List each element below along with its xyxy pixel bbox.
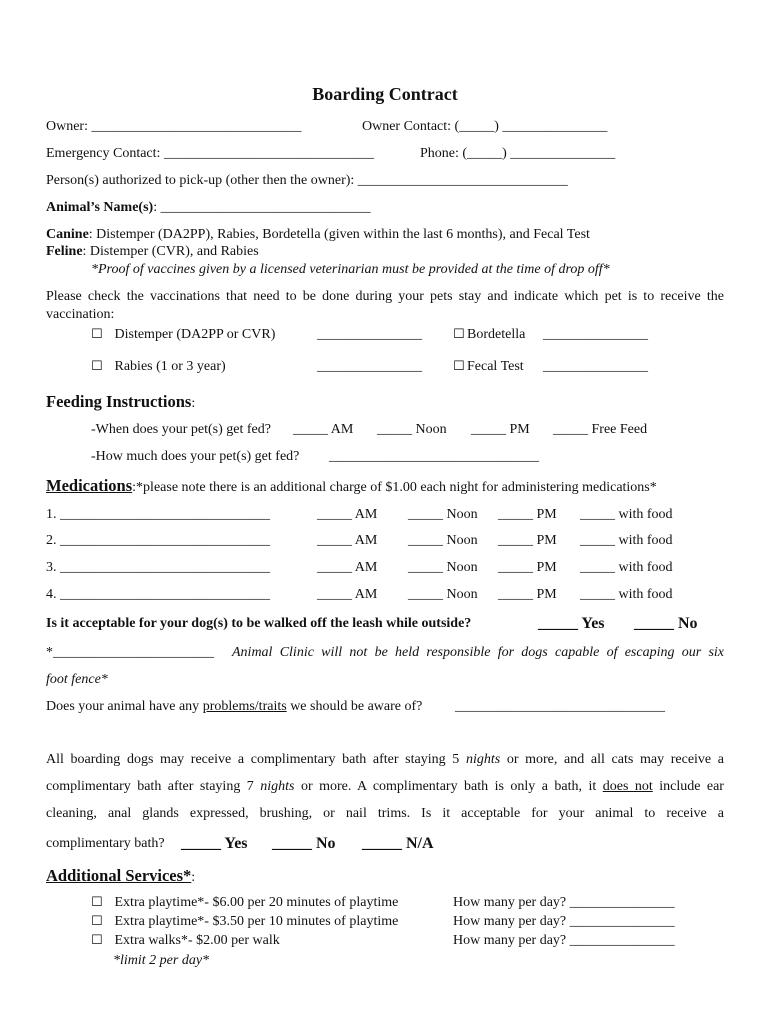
feline-requirements bbox=[46, 244, 259, 261]
feeding-heading bbox=[46, 392, 195, 413]
animal-name-blank[interactable]: ______________________________ bbox=[160, 200, 371, 215]
bath-na-option[interactable]: _____ N/A bbox=[362, 835, 434, 852]
owner-contact-area-blank[interactable]: _____ bbox=[459, 119, 495, 134]
owner-contact-blank[interactable]: _______________ bbox=[502, 119, 608, 134]
medication-noon-option[interactable]: _____ Noon bbox=[408, 587, 478, 602]
vaccine-option-fecal-test[interactable] bbox=[453, 359, 524, 376]
feeding-when-label: -When does your pet(s) get fed? bbox=[91, 422, 271, 437]
medication-noon-option[interactable]: _____ Noon bbox=[408, 560, 478, 575]
problems-blank[interactable]: ______________________________ bbox=[455, 699, 665, 714]
feeding-heading-text: Feeding Instructions bbox=[46, 392, 192, 411]
checkbox-icon[interactable]: ☐ bbox=[91, 914, 103, 929]
medication-noon-option[interactable]: _____ Noon bbox=[408, 533, 478, 548]
additional-service-item[interactable]: ☐ Extra playtime*- $3.50 per 10 minutes of playtime bbox=[91, 914, 399, 929]
phone-label: Phone: ( bbox=[420, 146, 468, 161]
fence-clinic-blank[interactable]: *_______________________ bbox=[46, 645, 214, 660]
phone-blank[interactable]: _______________ bbox=[510, 146, 616, 161]
vaccine-pet-blank[interactable]: _______________ bbox=[543, 359, 648, 374]
medication-am-option[interactable]: _____ AM bbox=[317, 560, 378, 575]
canine-text: : Distemper (DA2PP), Rabies, Bordetella (given within the last 6 months), and Fecal Test bbox=[88, 227, 590, 242]
phone-area-blank[interactable]: _____ bbox=[467, 146, 503, 161]
medication-pm-option[interactable]: _____ PM bbox=[498, 560, 557, 575]
feeding-how-much-blank[interactable]: ______________________________ bbox=[329, 449, 539, 464]
vaccine-proof-note: *Proof of vaccines given by a licensed veterinarian must be provided at the time of drop off* bbox=[91, 262, 610, 277]
bath-yes-option[interactable]: _____ Yes bbox=[181, 835, 248, 852]
owner-field[interactable] bbox=[46, 119, 302, 136]
bath-question: complimentary bath? bbox=[46, 836, 165, 851]
pickup-label: Person(s) authorized to pick-up (other then the owner): bbox=[46, 173, 355, 188]
pickup-blank[interactable]: ______________________________ bbox=[357, 173, 568, 188]
vaccine-label: Bordetella bbox=[467, 327, 526, 342]
owner-blank[interactable]: ______________________________ bbox=[91, 119, 302, 134]
limit-note: *limit 2 per day* bbox=[113, 953, 210, 968]
medications-heading-text: Medications bbox=[46, 476, 133, 495]
medication-with-food-option[interactable]: _____ with food bbox=[580, 560, 673, 575]
medication-with-food-option[interactable]: _____ with food bbox=[580, 507, 673, 522]
additional-service-item[interactable]: ☐ Extra playtime*- $6.00 per 20 minutes of playtime bbox=[91, 895, 399, 910]
checkbox-icon[interactable]: ☐ bbox=[91, 359, 103, 374]
medication-am-option[interactable]: _____ AM bbox=[317, 533, 378, 548]
medication-with-food-option[interactable]: _____ with food bbox=[580, 533, 673, 548]
bath-no-option[interactable]: _____ No bbox=[272, 835, 336, 852]
owner-contact-field[interactable] bbox=[362, 119, 607, 136]
medication-pm-option[interactable]: _____ PM bbox=[498, 507, 557, 522]
animal-name-label: Animal’s Name(s) bbox=[46, 200, 154, 215]
checkbox-icon[interactable]: ☐ bbox=[453, 359, 465, 374]
vaccine-pet-blank[interactable]: _______________ bbox=[317, 327, 422, 342]
vaccine-pet-blank[interactable]: _______________ bbox=[317, 359, 422, 374]
animal-name-colon: : bbox=[153, 200, 158, 215]
medication-am-option[interactable]: _____ AM bbox=[317, 587, 378, 602]
medication-row[interactable]: 1. ______________________________ bbox=[46, 507, 270, 522]
feeding-heading-colon: : bbox=[191, 396, 196, 411]
vaccine-pet-blank[interactable]: _______________ bbox=[543, 327, 648, 342]
fence-disclaimer-line-1: Animal Clinic will not be held responsible for dogs capable of escaping our six bbox=[232, 645, 724, 660]
additional-service-quantity[interactable]: How many per day? _______________ bbox=[453, 933, 675, 948]
animal-name-field[interactable] bbox=[46, 200, 371, 217]
medication-am-option[interactable]: _____ AM bbox=[317, 507, 378, 522]
vaccination-instruction-line-1: Please check the vaccinations that need to be done during your pets stay and indicate which pet is to receive the bbox=[46, 289, 724, 304]
feeding-how-much-label: -How much does your pet(s) get fed? bbox=[91, 449, 300, 464]
canine-label: Canine bbox=[46, 227, 89, 242]
checkbox-icon[interactable]: ☐ bbox=[91, 933, 103, 948]
additional-service-item[interactable]: ☐ Extra walks*- $2.00 per walk bbox=[91, 933, 280, 948]
vaccine-option-rabies[interactable] bbox=[91, 359, 226, 376]
feeding-free-feed-option[interactable]: _____ Free Feed bbox=[553, 422, 648, 437]
medications-heading bbox=[46, 476, 657, 497]
checkbox-icon[interactable]: ☐ bbox=[453, 327, 465, 342]
problems-traits-text: problems/traits bbox=[202, 699, 287, 714]
vaccine-label: Fecal Test bbox=[467, 359, 524, 374]
phone-field[interactable] bbox=[420, 146, 615, 163]
pickup-field[interactable] bbox=[46, 173, 568, 190]
leash-question: Is it acceptable for your dog(s) to be walked off the leash while outside? bbox=[46, 616, 472, 631]
medication-row[interactable]: 4. ______________________________ bbox=[46, 587, 270, 602]
medication-with-food-option[interactable]: _____ with food bbox=[580, 587, 673, 602]
bath-paragraph-line-2: complimentary bath after staying 7 nights or more. A complimentary bath is only a bath, it does not include ear bbox=[46, 779, 724, 794]
additional-service-quantity[interactable]: How many per day? _______________ bbox=[453, 914, 675, 929]
medication-pm-option[interactable]: _____ PM bbox=[498, 533, 557, 548]
feeding-am-option[interactable]: _____ AM bbox=[293, 422, 354, 437]
medications-note: :*please note there is an additional charge of $1.00 each night for administering medications* bbox=[132, 480, 657, 495]
fence-disclaimer-line-2: foot fence* bbox=[46, 672, 108, 687]
bath-paragraph-line-1: All boarding dogs may receive a complimentary bath after staying 5 nights or more, and all cats may receive a bbox=[46, 752, 725, 767]
checkbox-icon[interactable]: ☐ bbox=[91, 327, 103, 342]
canine-requirements bbox=[46, 227, 590, 244]
emergency-contact-label: Emergency Contact: bbox=[46, 146, 161, 161]
phone-close: ) bbox=[502, 146, 507, 161]
medication-noon-option[interactable]: _____ Noon bbox=[408, 507, 478, 522]
emergency-contact-blank[interactable]: ______________________________ bbox=[163, 146, 374, 161]
additional-service-quantity[interactable]: How many per day? _______________ bbox=[453, 895, 675, 910]
leash-yes-option[interactable]: _____ Yes bbox=[538, 615, 605, 632]
bath-paragraph-line-3: cleaning, anal glands expressed, brushing, or nail trims. Is it acceptable for your animal to receive a bbox=[46, 806, 724, 821]
owner-contact-close: ) bbox=[494, 119, 499, 134]
problems-question: Does your animal have any problems/traits we should be aware of? bbox=[46, 699, 423, 714]
feeding-pm-option[interactable]: _____ PM bbox=[471, 422, 530, 437]
feline-label: Feline bbox=[46, 244, 83, 259]
emergency-contact-field[interactable] bbox=[46, 146, 374, 163]
medication-pm-option[interactable]: _____ PM bbox=[498, 587, 557, 602]
vaccine-label: Distemper (DA2PP or CVR) bbox=[114, 327, 276, 342]
vaccine-label: Rabies (1 or 3 year) bbox=[114, 359, 226, 374]
owner-label: Owner: bbox=[46, 119, 88, 134]
feeding-noon-option[interactable]: _____ Noon bbox=[377, 422, 447, 437]
owner-contact-label: Owner Contact: ( bbox=[362, 119, 460, 134]
medication-row[interactable]: 2. ______________________________ bbox=[46, 533, 270, 548]
vaccine-option-distemper[interactable] bbox=[91, 327, 275, 344]
leash-no-option[interactable]: _____ No bbox=[634, 615, 698, 632]
additional-services-heading: Additional Services*: bbox=[46, 866, 196, 885]
medication-row[interactable]: 3. ______________________________ bbox=[46, 560, 270, 575]
page-title: Boarding Contract bbox=[312, 84, 458, 104]
vaccine-option-bordetella[interactable] bbox=[453, 327, 525, 344]
checkbox-icon[interactable]: ☐ bbox=[91, 895, 103, 910]
feline-text: : Distemper (CVR), and Rabies bbox=[82, 244, 259, 259]
vaccination-instruction-line-2: vaccination: bbox=[46, 307, 115, 322]
